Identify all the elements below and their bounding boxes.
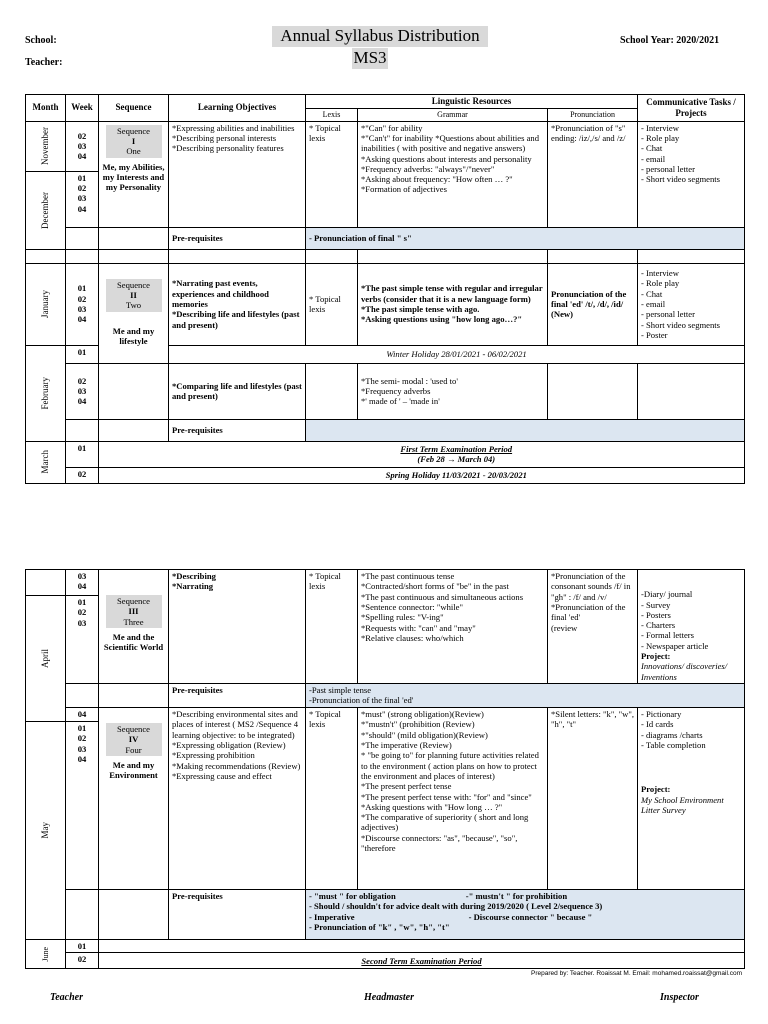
seq4-grammar-b: *The present perfect tense *The present perfect tense with: "for" and "since" *Asking questions with "How long … ?" *The comparative of superiority ( short and long adjectives) *Discourse connectors: "as", "because", "so", "therefore xyxy=(361,781,532,854)
month-january: January xyxy=(26,263,66,345)
inspector-signature-label: Inspector xyxy=(660,992,699,1003)
teacher-signature-label: Teacher xyxy=(50,992,83,1003)
seq4-box-label: Sequence xyxy=(117,724,150,734)
seq4-grammar-cell xyxy=(358,708,548,890)
first-term-exam xyxy=(169,441,745,467)
week-feb-01: 01 xyxy=(66,345,99,363)
seq3-box-label: Sequence xyxy=(117,596,150,606)
seq4-pronunciation: *Silent letters: "k", "w", "h", "t" xyxy=(548,708,638,890)
seq1-box-number: I xyxy=(131,135,136,146)
week-jun-02: 02 xyxy=(66,953,99,969)
seq3-project-label: Project: xyxy=(641,651,671,662)
seq4-box-number: IV xyxy=(128,734,139,745)
prepared-by: Prepared by: Teacher. Roaissat M. Email: mohamed.roaissat@gmail.com xyxy=(531,970,742,977)
seq4-objectives: *Describing environmental sites and places of interest ( MS2 /Sequence 4 learning objective: to be integrated) *Expressing obligation (Review) *Expressing prohibition *Making recommendations (Review) *Expressing cause and effect xyxy=(169,708,306,890)
month-june: June xyxy=(26,940,66,969)
seq4-prereq-must: - "must " for obligation xyxy=(309,891,396,901)
first-term-exam-dates: (Feb 28 → March 04) xyxy=(417,454,496,465)
seq4-project: My School Environment Litter Survey xyxy=(641,794,724,815)
seq2-name: Me and my lifestyle xyxy=(112,325,155,346)
seq2-box-word: Two xyxy=(125,300,142,311)
seq2-objectives-2: *Comparing life and lifestyles (past and present) xyxy=(169,363,306,419)
seq3-prereq: -Past simple tense -Pronunciation of the final 'ed' xyxy=(306,684,745,708)
seq4-lexis: * Topical lexis xyxy=(306,708,358,890)
month-november: November xyxy=(26,121,66,171)
col-pronunciation: Pronunciation xyxy=(548,109,638,122)
seq3-tasks: -Diary/ journal - Survey - Posters - Charters - Formal letters - Newspaper article xyxy=(641,589,709,651)
second-term-exam: Second Term Examination Period xyxy=(99,953,745,969)
seq1-box-word: One xyxy=(126,146,141,157)
seq3-lexis: * Topical lexis xyxy=(306,570,358,684)
col-month: Month xyxy=(26,95,66,122)
seq4-project-label: Project: xyxy=(641,784,671,795)
seq1-tasks: - Interview - Role play - Chat - email - personal letter - Short video segments xyxy=(638,121,745,227)
seq2-box-label: Sequence xyxy=(117,279,150,290)
seq3-tasks-cell xyxy=(638,570,745,684)
weeks-may: 01 02 03 04 xyxy=(66,722,99,890)
month-april: April xyxy=(26,596,66,722)
week-mar-01: 01 xyxy=(66,441,99,467)
seq4-prereq-imperative: - Imperative xyxy=(309,911,355,922)
seq2-grammar-2: *The semi- modal : 'used to' *Frequency adverbs *' made of ' – 'made in' xyxy=(358,363,548,419)
seq3-pronunciation: *Pronunciation of the consonant sounds /f/ in "gh" : /f/ and /v/ *Pronunciation of the final 'ed' (review xyxy=(548,570,638,684)
week-jun-01: 01 xyxy=(66,940,99,953)
seq1-grammar: *"Can" for ability *"Can't" for inability *Questions about abilities and inabilities ( with positive and negative answers) *Asking questions about interests and personality *Frequency adverbs: "always"/"never" *Asking about frequency: "How often … ?" *Formation of adjectives xyxy=(358,121,548,227)
page-title: Annual Syllabus Distribution xyxy=(272,26,488,47)
spring-holiday: Spring Holiday 11/03/2021 - 20/03/2021 xyxy=(169,467,745,483)
weeks-march-late: 03 04 xyxy=(66,570,99,596)
seq4-prereq-mustnt: -" mustn't " for prohibition xyxy=(465,891,568,901)
col-week: Week xyxy=(66,95,99,122)
sequence-4 xyxy=(99,708,169,890)
seq4-prereq-pronunciation: - Pronunciation of "k" , "w", "h", "t" xyxy=(309,921,450,932)
seq3-name: Me and the Scientific World xyxy=(103,631,164,653)
sequence-3 xyxy=(99,570,169,684)
week-mar-02: 02 xyxy=(66,467,99,483)
month-february: February xyxy=(26,345,66,441)
seq1-box-label: Sequence xyxy=(117,125,150,136)
teacher-label: Teacher: xyxy=(25,57,63,68)
week-apr-04: 04 xyxy=(66,708,99,722)
seq4-name: Me and my Environment xyxy=(109,759,158,781)
col-lexis: Lexis xyxy=(306,109,358,122)
weeks-january: 01 02 03 04 xyxy=(66,263,99,345)
seq2-box-number: II xyxy=(130,289,137,300)
month-march: March xyxy=(26,441,66,483)
seq3-box-number: III xyxy=(128,606,139,617)
col-communicative: Communicative Tasks / Projects xyxy=(638,95,745,122)
level-label: MS3 xyxy=(353,48,387,67)
col-grammar: Grammar xyxy=(358,109,548,122)
headmaster-signature-label: Headmaster xyxy=(364,992,414,1003)
seq1-name: Me, my Abilities, my Interests and my Personality xyxy=(102,161,165,193)
col-sequence: Sequence xyxy=(99,95,169,122)
seq1-prereq-label: Pre-requisites xyxy=(169,227,306,249)
winter-holiday: Winter Holiday 28/01/2021 - 06/02/2021 xyxy=(169,345,745,363)
seq2-pronunciation: Pronunciation of the final 'ed' /t/, /d/, /id/ (New) xyxy=(548,263,638,345)
weeks-november: 02 03 04 xyxy=(66,121,99,171)
seq2-objectives: *Narrating past events, experiences and childhood memories *Describing life and lifestyles (past and present) xyxy=(169,263,306,345)
seq4-tasks: - Pictionary - Id cards - diagrams /charts - Table completion xyxy=(641,709,706,750)
seq3-project: Innovations/ discoveries/ Inventions xyxy=(641,661,728,682)
seq3-box-word: Three xyxy=(123,616,144,627)
seq4-grammar-a: *must" (strong obligation)(Review) *"mustn't" (prohibition (Review) *"should" (mild obligation)(Review) *The imperative (Review) * "be going to" for planning future activities related to the environment ( action plans on how to protect the environment and places of interest) xyxy=(361,709,539,781)
sequence-2 xyxy=(99,263,169,363)
seq4-prereq-should: - Should / shouldn't for advice dealt with during 2019/2020 ( Level 2/sequence 3) xyxy=(309,901,603,912)
weeks-february: 02 03 04 xyxy=(66,363,99,419)
seq4-prereq-label: Pre-requisites xyxy=(169,890,306,940)
seq2-lexis: * Topical lexis xyxy=(306,263,358,345)
weeks-december: 01 02 03 04 xyxy=(66,171,99,227)
syllabus-table-term1 xyxy=(25,94,745,484)
seq4-box-word: Four xyxy=(125,744,142,755)
school-year: School Year: 2020/2021 xyxy=(620,35,720,46)
col-linguistic: Linguistic Resources xyxy=(306,95,638,109)
seq1-pronunciation: *Pronunciation of "s" ending: /iz/,/s/ and /z/ xyxy=(548,121,638,227)
seq2-prereq-label: Pre-requisites xyxy=(169,419,306,441)
seq1-prereq: - Pronunciation of final " s" xyxy=(306,227,745,249)
seq3-prereq-label: Pre-requisites xyxy=(169,684,306,708)
seq3-grammar: *The past continuous tense *Contracted/short forms of "be" in the past *The past continuous and simultaneous actions *Sentence connector: "while" *Spelling rules: "V-ing" *Requests with: "can" and "may" *Relative clauses: who/which xyxy=(358,570,548,684)
weeks-april: 01 02 03 xyxy=(66,596,99,684)
month-december: December xyxy=(26,171,66,249)
syllabus-table-term2 xyxy=(25,569,745,969)
school-label: School: xyxy=(25,35,57,46)
seq2-tasks: - Interview - Role play - Chat - email - personal letter - Short video segments - Poster xyxy=(638,263,745,345)
first-term-exam-title: First Term Examination Period xyxy=(400,443,513,454)
seq1-objectives: *Expressing abilities and inabilities *Describing personal interests *Describing personality features xyxy=(169,121,306,227)
sequence-1 xyxy=(99,121,169,227)
seq4-tasks-cell xyxy=(638,708,745,890)
seq4-prereq xyxy=(306,890,745,940)
seq1-lexis: * Topical lexis xyxy=(306,121,358,227)
seq4-prereq-connector: - Discourse connector " because " xyxy=(468,911,593,922)
seq2-grammar: *The past simple tense with regular and irregular verbs (consider that it is a new language form) *The past simple tense with ago. *Asking questions using "how long ago…?" xyxy=(358,263,548,345)
col-objectives: Learning Objectives xyxy=(169,95,306,122)
seq3-objectives: *Describing *Narrating xyxy=(169,570,306,684)
month-may: May xyxy=(26,722,66,940)
